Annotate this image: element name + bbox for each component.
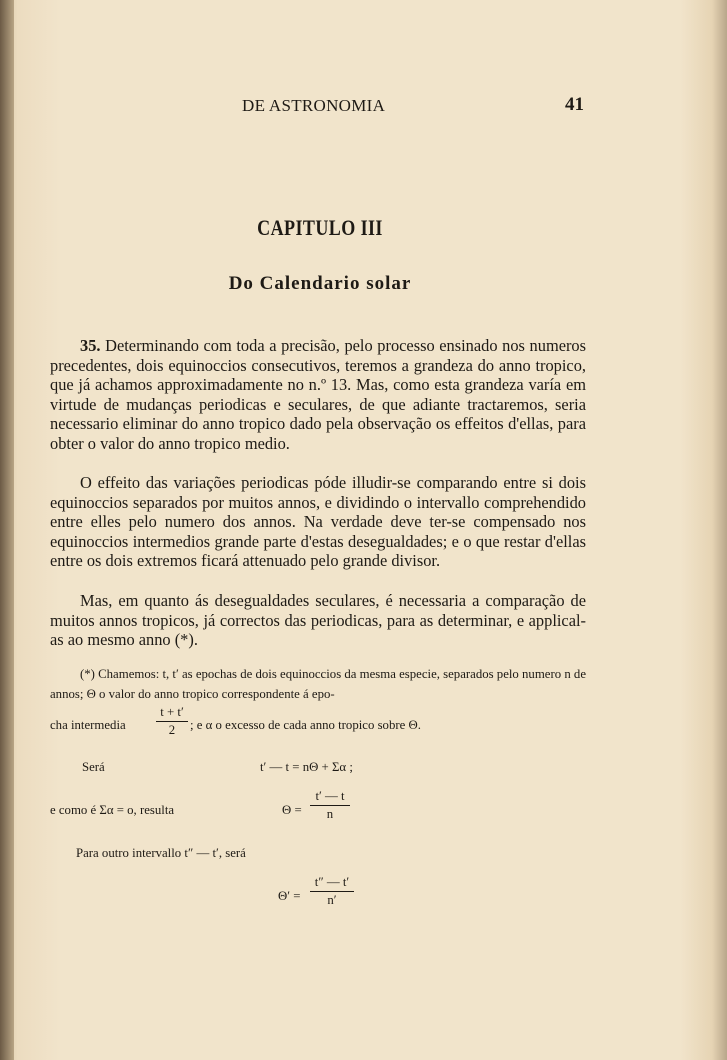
section-title: Do Calendario solar [228, 273, 412, 294]
fraction-numerator: t′ — t [315, 789, 345, 803]
paragraph-text: Mas, em quanto ás desegualdades seculares, é necessaria a comparação de muitos annos tropicos, já correctos das periodicas, para as determinar, e applical-as ao mesmo anno (*). [50, 591, 586, 650]
fraction-denominator: n′ [327, 893, 337, 907]
fraction-bar [310, 805, 350, 806]
fraction-denominator: n [326, 807, 334, 821]
equation-theta-prime-lhs: Θ′ = [278, 889, 301, 903]
paragraph-number: 35. [80, 336, 101, 355]
paragraph-periodic-effects [50, 473, 586, 571]
fraction-t-plus-t-prime-over-2 [156, 705, 188, 738]
page-number: 41 [565, 94, 584, 115]
footnote-text [50, 664, 586, 704]
page-gutter-shadow [0, 0, 14, 1060]
footnote-line-intermedia: cha intermedia [50, 718, 126, 732]
footnote-line-excess: ; e α o excesso de cada anno tropico sobre Θ. [190, 718, 421, 732]
paragraph-text: O effeito das variações periodicas póde illudir-se comparando entre si dois equinoccios separados por muitos annos, e dividindo o intervallo comprehendido entre elles pelo numero dos annos. Na verdade deve ter-se compensado nos equinoccios intermedios grande parte d'estas desegualdades; e o que restar d'ellas entre os dois extremos ficará attenuado pelo grande divisor. [50, 473, 586, 571]
paragraph-35 [50, 336, 586, 454]
chapter-title: CAPITULO III [257, 215, 383, 240]
fraction-denominator: 2 [168, 723, 176, 737]
fraction-bar [156, 721, 188, 722]
footnote-line-resulta: e como é Σα = o, resulta [50, 803, 175, 817]
footnote-sera-label: Será [82, 760, 105, 774]
running-head: DE ASTRONOMIA [242, 96, 386, 115]
paragraph-text: Determinando com toda a precisão, pelo processo ensinado nos numeros precedentes, dois equinoccios consecutivos, teremos a grandeza do anno tropico, que já achamos approximadamente no n.º 13. Mas, como esta grandeza varía em virtude de mudanças periodicas e seculares, de que adiante tractaremos, seria necessario eliminar do anno tropico dado pela observação os effeitos d'ellas, para obter o valor do anno tropico medio. [50, 336, 586, 453]
paragraph-secular-inequalities [50, 591, 586, 650]
fraction-numerator: t + t′ [160, 705, 184, 719]
fraction-numerator: t″ — t′ [314, 875, 350, 889]
footnote-line-outro-intervallo: Para outro intervallo t″ — t′, será [76, 846, 246, 860]
footnote-intro: (*) Chamemos: t, t′ as epochas de dois equinoccios da mesma especie, separados pelo numero n de annos; Θ o valor do anno tropico correspondente á epo- [50, 667, 586, 701]
equation-epoch-difference: t′ — t = nΘ + Σα ; [260, 760, 353, 774]
fraction-delta-t-over-n [310, 789, 350, 822]
fraction-delta-t-prime-over-n-prime [310, 875, 354, 908]
equation-theta-lhs: Θ = [282, 803, 302, 817]
fraction-bar [310, 891, 354, 892]
